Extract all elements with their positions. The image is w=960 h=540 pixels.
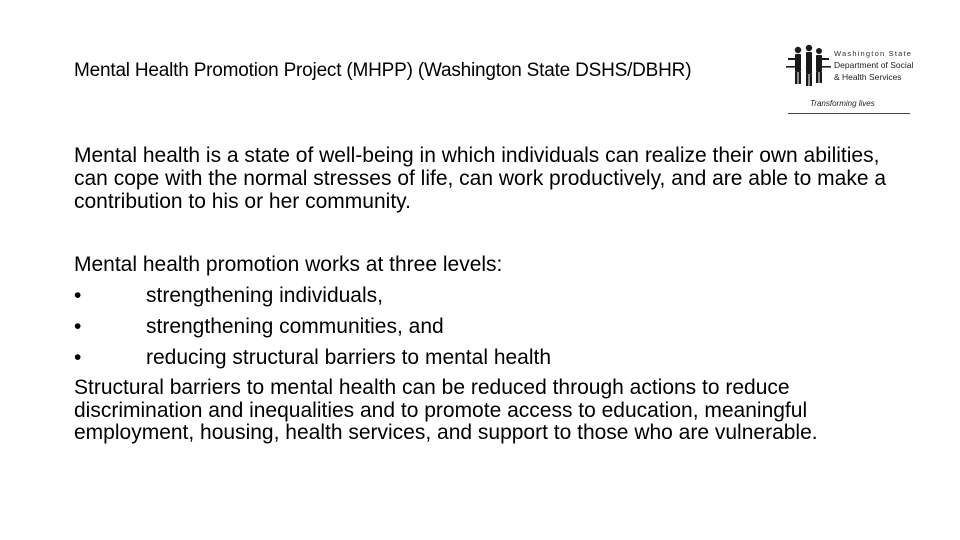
dshs-figures-icon	[786, 44, 832, 90]
list-item	[74, 346, 894, 377]
list-item	[74, 284, 894, 315]
barriers-paragraph: Structural barriers to mental health can be reduced through actions to reduce discrimination and inequalities and to promote access to education, meaningful employment, housing, health services, and support to those who are vulnerable.	[74, 376, 818, 444]
logo-services-text: & Health Services	[834, 72, 902, 82]
bullet-marker: •	[74, 346, 82, 369]
levels-intro: Mental health promotion works at three levels:	[74, 253, 503, 276]
bullet-text: strengthening individuals,	[146, 284, 383, 307]
definition-paragraph: Mental health is a state of well-being in which individuals can realize their own abilities, can cope with the normal stresses of life, can work productively, and are able to make a contribution to his or her community.	[74, 144, 887, 213]
bullet-marker: •	[74, 284, 82, 307]
logo-department-text: Department of Social	[834, 60, 914, 70]
levels-section	[74, 253, 894, 445]
bullet-marker: •	[74, 315, 82, 338]
slide-title: Mental Health Promotion Project (MHPP) (Washington State DSHS/DBHR)	[74, 60, 692, 81]
logo-tagline: Transforming lives	[810, 99, 875, 108]
logo-divider	[788, 113, 910, 114]
logo-state-text: Washington State	[834, 49, 913, 58]
dshs-logo	[786, 44, 914, 118]
bullet-text: strengthening communities, and	[146, 315, 444, 338]
list-item	[74, 315, 894, 346]
bullet-text: reducing structural barriers to mental health	[146, 346, 552, 369]
